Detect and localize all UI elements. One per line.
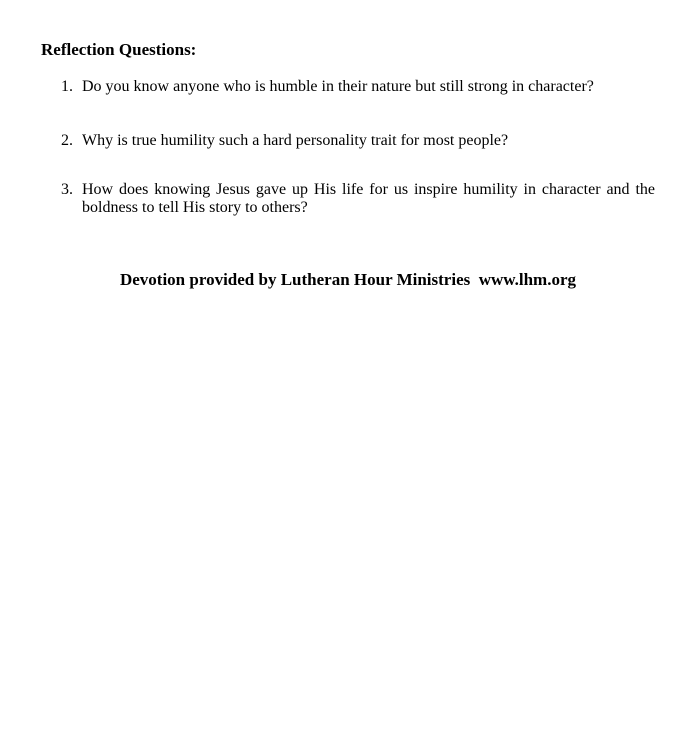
list-item-number: 3. [61,181,73,198]
list-item-text: Do you know anyone who is humble in their nature but still strong in character? [82,78,594,95]
footer-attribution: Devotion provided by Lutheran Hour Ministries www.lhm.org [119,270,577,289]
section-heading: Reflection Questions: [41,40,197,59]
list-item-text: Why is true humility such a hard personality trait for most people? [82,132,509,149]
list-item-number: 1. [61,78,73,95]
list-item-number: 2. [61,132,73,149]
list-item-text: How does knowing Jesus gave up His life for us inspire humility in character and the boldness to tell His story to others? [82,181,655,216]
